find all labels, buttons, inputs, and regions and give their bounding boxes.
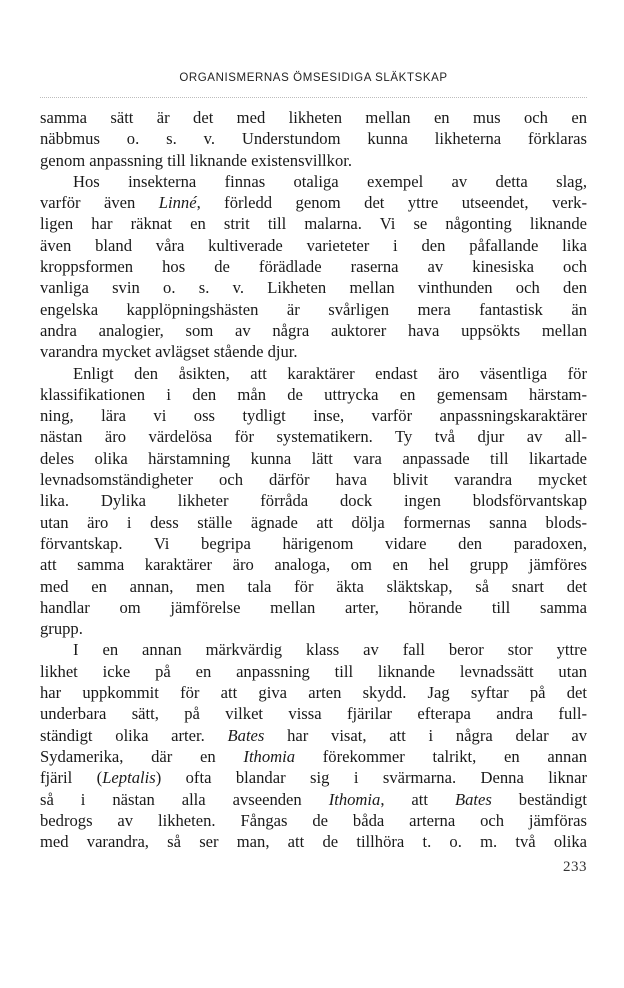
text-line: förvantskap. Vi begripa härigenom vidare den paradoxen, — [40, 533, 587, 553]
text-line: genom anpassning till liknande existensvillkor. — [40, 150, 353, 170]
text-line: samma sätt är det med likheten mellan en mus och en — [40, 108, 587, 127]
text-line: Sydamerika, där en Ithomia förekommer talrikt, en annan — [40, 746, 587, 766]
text-line: fjäril (Leptalis) ofta blandar sig i svärmarna. Denna liknar — [40, 768, 587, 788]
text-line: med varandra, så ser man, att de tillhöra t. o. m. två olika — [40, 832, 587, 852]
text-line: ligen har räknat en strit till malarna. Vi se någonting liknande — [40, 214, 587, 234]
body-text — [40, 107, 587, 852]
text-line: har uppkommit för att giva arten skydd. Jag syftar på det — [40, 683, 587, 703]
text-line: Hos insekterna finnas otaliga exempel av detta slag, — [73, 171, 587, 191]
text-line: ständigt olika arter. Bates har visat, att i några delar av — [40, 725, 587, 745]
text-line: engelska kapplöpningshästen är svårligen mera fantastisk än — [40, 299, 587, 319]
text-line: med en annan, men tala för äkta släktskap, så snart det — [40, 576, 587, 596]
text-line: att samma karaktärer äro analoga, om en hel grupp jämföres — [40, 555, 587, 575]
text-line: även bland våra kultiverade varieteter i den påfallande lika — [40, 235, 587, 255]
text-line: kroppsformen hos de förädlade raserna av kinesiska och — [40, 257, 587, 277]
text-line: nästan äro värdelösa för systematikern. Ty två djur av all- — [40, 427, 587, 447]
text-line: varandra mycket avlägset stående djur. — [40, 342, 298, 362]
text-line: Enligt den åsikten, att karaktärer endast äro väsentliga för — [73, 363, 587, 383]
text-line: andra analogier, som av några auktorer hava uppsökts mellan — [40, 320, 587, 340]
text-line: varför även Linné, förledd genom det yttre utseendet, verk- — [40, 193, 587, 213]
header-rule — [40, 97, 587, 98]
text-line: bedrogs av likheten. Fångas de båda arterna och jämföras — [40, 810, 587, 830]
text-line: så i nästan alla avseenden Ithomia, att Bates beständigt — [40, 789, 587, 809]
text-line: levnadsomständigheter och därför hava blivit varandra mycket — [40, 470, 587, 490]
text-line: utan äro i dess ställe ägnade att dölja formernas sanna blods- — [40, 512, 587, 532]
text-line: näbbmus o. s. v. Understundom kunna likheterna förklaras — [40, 129, 587, 149]
text-line: I en annan märkvärdig klass av fall beror stor yttre — [73, 640, 587, 660]
book-page — [40, 0, 587, 988]
text-line: handlar om jämförelse mellan arter, hörande till samma — [40, 597, 587, 617]
text-line: grupp. — [40, 619, 83, 639]
page-number: 233 — [563, 859, 587, 875]
text-line: underbara sätt, på vilket vissa fjärilar efterapa andra full- — [40, 704, 587, 724]
text-line: klassifikationen i den mån de uttrycka en gemensam härstam- — [40, 384, 587, 404]
text-line: likhet icke på en anpassning till liknande levnadssätt utan — [40, 661, 587, 681]
text-line: vanliga svin o. s. v. Likheten mellan vinthunden och den — [40, 278, 587, 298]
running-head: ORGANISMERNAS ÖMSESIDIGA SLÄKTSKAP — [179, 72, 448, 84]
text-line: lika. Dylika likheter förråda dock ingen blodsförvantskap — [40, 491, 587, 511]
text-line: ning, lära vi oss tydligt inse, varför anpassningskaraktärer — [40, 406, 587, 426]
text-line: deles olika härstamning kunna lätt vara anpassade till likartade — [40, 448, 587, 468]
